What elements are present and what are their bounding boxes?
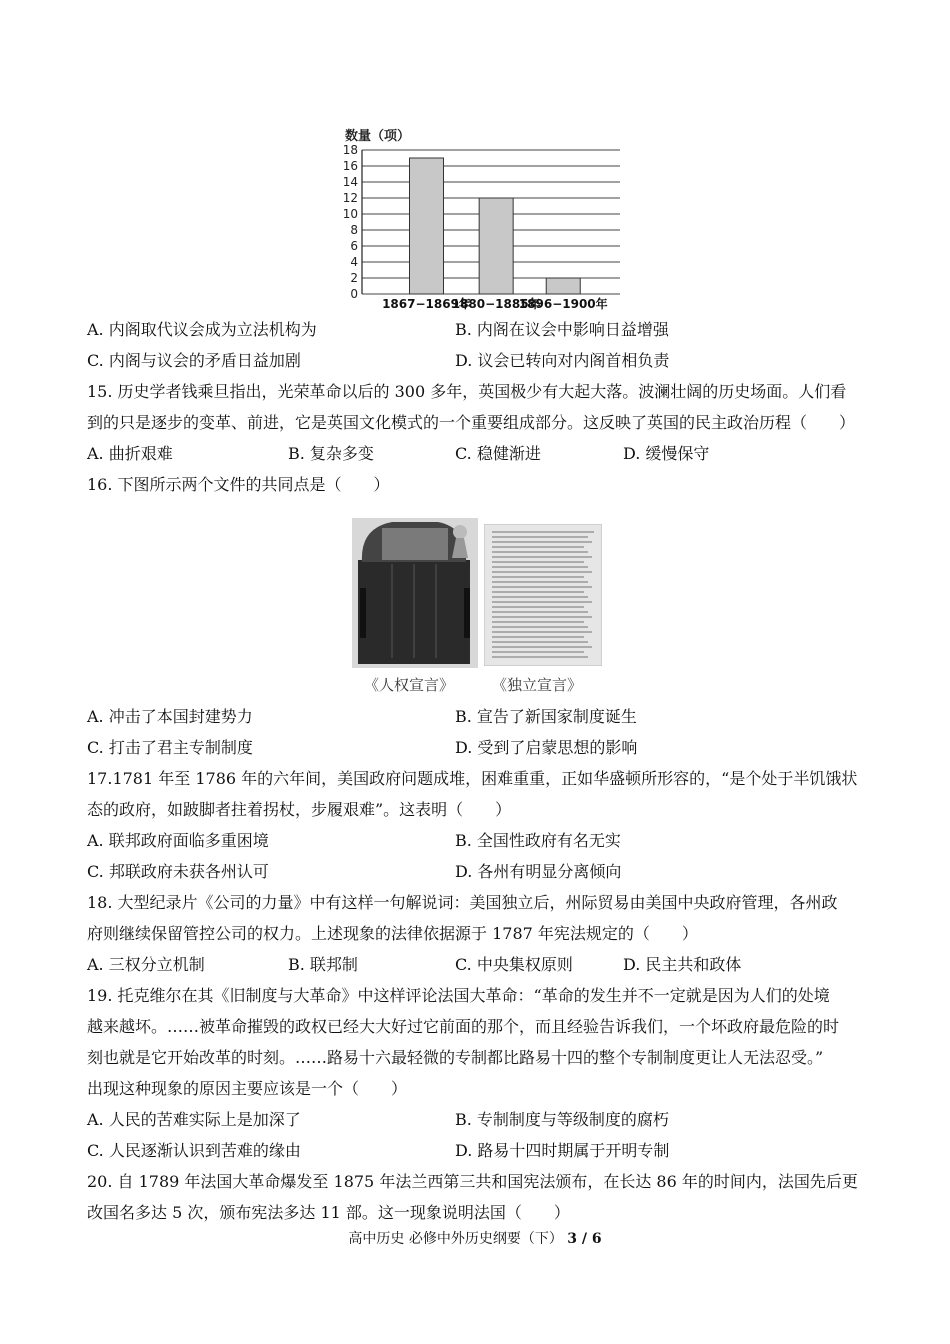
chart-yticks (343, 143, 358, 301)
q16-option-b: B. 宣告了新国家制度诞生 (455, 707, 637, 726)
q14-option-a: A. 内阁取代议会成为立法机构为 (87, 320, 317, 339)
q19-stem-line3: 刻也就是它开始改革的时刻。……路易十六最轻微的专制都比路易十四的整个专制制度更让人无法忍受。” (87, 1048, 824, 1067)
y-tick-label: 18 (342, 143, 358, 157)
q15-stem-line1: 15. 历史学者钱乘旦指出，光荣革命以后的 300 多年，英国极少有大起大落。波澜壮阔的历史场面。人们看 (87, 382, 847, 401)
bar (546, 278, 580, 294)
q16-option-d: D. 受到了启蒙思想的影响 (455, 738, 638, 757)
q18-stem-line1: 18. 大型纪录片《公司的力量》中有这样一句解说词：美国独立后，州际贸易由美国中央政府管理，各州政 (87, 893, 838, 912)
q20-stem-line1: 20. 自 1789 年法国大革命爆发至 1875 年法兰西第三共和国宪法颁布，在长达 86 年的时间内，法国先后更 (87, 1172, 858, 1191)
footer-subject: 高中历史 必修中外历史纲要（下） (348, 1231, 563, 1247)
y-tick-label: 10 (342, 207, 358, 221)
caption-declaration-of-independence: 《独立宣言》 (492, 676, 583, 694)
q16-option-a: A. 冲击了本国封建势力 (87, 707, 253, 726)
q19-option-c: C. 人民逐渐认识到苦难的缘由 (87, 1141, 301, 1160)
q14-option-b: B. 内阁在议会中影响日益增强 (455, 320, 669, 339)
q18-option-c: C. 中央集权原则 (455, 955, 573, 974)
rights-of-man-photo (352, 518, 478, 668)
q19-stem-line4: 出现这种现象的原因主要应该是一个（ ） (87, 1079, 408, 1098)
q15-option-d: D. 缓慢保守 (623, 444, 710, 463)
footer-page-number: 3 / 6 (567, 1231, 602, 1247)
y-tick-label: 12 (342, 191, 358, 205)
q19-option-d: D. 路易十四时期属于开明专制 (455, 1141, 670, 1160)
y-tick-label: 8 (350, 223, 358, 237)
q18-option-d: D. 民主共和政体 (623, 955, 742, 974)
bar (479, 198, 513, 294)
q17-option-c: C. 邦联政府未获各州认可 (87, 862, 269, 881)
q15-option-b: B. 复杂多变 (288, 444, 374, 463)
declaration-of-independence-photo (484, 524, 602, 666)
y-tick-label: 6 (350, 239, 358, 253)
q19-option-b: B. 专制制度与等级制度的腐朽 (455, 1110, 669, 1129)
x-tick-label: 1867−1869年 (382, 297, 471, 310)
q20-stem-line2: 改国名多达 5 次，颁布宪法多达 11 部。这一现象说明法国（ ） (87, 1203, 570, 1222)
q17-option-d: D. 各州有明显分离倾向 (455, 862, 622, 881)
bar (410, 158, 444, 294)
x-tick-label: 1896−1900年 (518, 297, 608, 310)
q18-option-a: A. 三权分立机制 (87, 955, 205, 974)
q19-stem-line1: 19. 托克维尔在其《旧制度与大革命》中这样评论法国大革命：“革命的发生并不一定就是因为人们的处境 (87, 986, 830, 1005)
q15-option-c: C. 稳健渐进 (455, 444, 541, 463)
y-tick-label: 16 (342, 159, 358, 173)
q17-stem-line1: 17.1781 年至 1786 年的六年间，美国政府问题成堆，困难重重，正如华盛顿所形容的，“是个处于半饥饿状 (87, 769, 858, 788)
q17-option-a: A. 联邦政府面临多重困境 (87, 831, 269, 850)
q16-option-c: C. 打击了君主专制制度 (87, 738, 253, 757)
q19-option-a: A. 人民的苦难实际上是加深了 (87, 1110, 301, 1129)
q15-option-a: A. 曲折艰难 (87, 444, 173, 463)
chart-bars (410, 158, 581, 294)
y-tick-label: 14 (342, 175, 358, 189)
bar-chart (340, 122, 630, 310)
y-tick-label: 4 (350, 255, 358, 269)
q18-stem-line2: 府则继续保留管控公司的权力。上述现象的法律依据源于 1787 年宪法规定的（ ） (87, 924, 698, 943)
caption-rights-of-man: 《人权宣言》 (364, 676, 455, 694)
q17-option-b: B. 全国性政府有名无实 (455, 831, 621, 850)
q17-stem-line2: 态的政府，如跛脚者拄着拐杖，步履艰难”。这表明（ ） (87, 800, 512, 819)
q18-option-b: B. 联邦制 (288, 955, 358, 974)
q16-stem: 16. 下图所示两个文件的共同点是（ ） (87, 475, 390, 494)
q14-option-c: C. 内阁与议会的矛盾日益加剧 (87, 351, 301, 370)
y-tick-label: 2 (350, 271, 358, 285)
q19-stem-line2: 越来越坏。……被革命摧毁的政权已经大大好过它前面的那个，而且经验告诉我们，一个坏政府最危险的时 (87, 1017, 840, 1036)
chart-xticks (382, 296, 608, 310)
q14-option-d: D. 议会已转向对内阁首相负责 (455, 351, 670, 370)
page-footer (0, 1228, 950, 1248)
chart-ylabel: 数量（项） (345, 129, 411, 144)
y-tick-label: 0 (350, 287, 358, 301)
q15-stem-line2: 到的只是逐步的变革、前进，它是英国文化模式的一个重要组成部分。这反映了英国的民主政治历程（ ） (87, 413, 856, 432)
x-tick-label: 1880−1885年 (451, 297, 541, 310)
